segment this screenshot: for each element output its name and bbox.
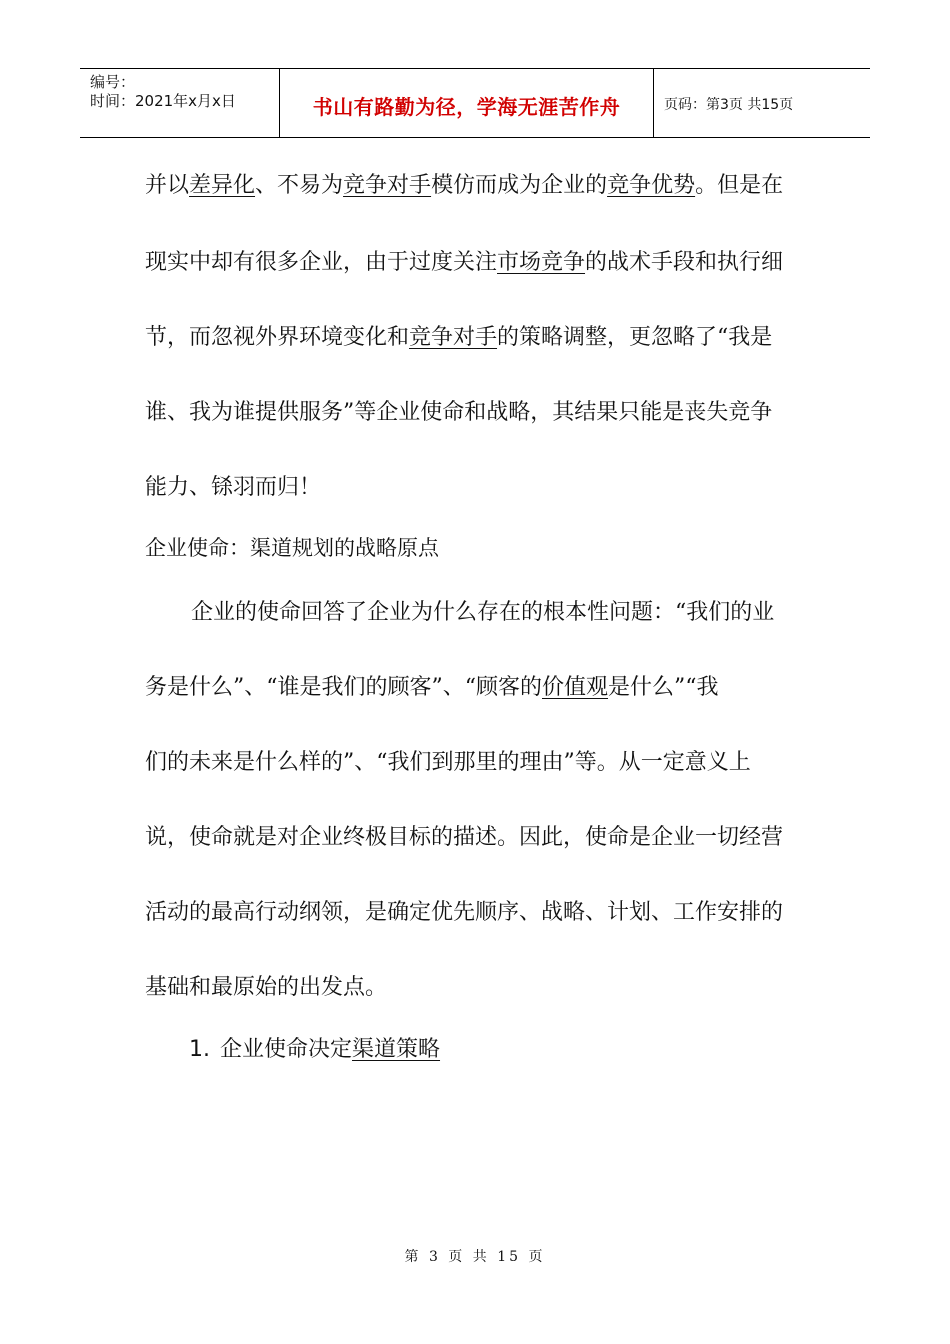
document-header (80, 68, 870, 138)
link-term[interactable]: 价值观 (542, 675, 609, 700)
text-run: 是什么”“我 (608, 675, 719, 700)
document-number-label: 编号： (90, 73, 136, 91)
paragraph-line: 基础和最原始的出发点。 (145, 975, 388, 1000)
paragraph-line: 企业的使命回答了企业为什么存在的根本性问题：“我们的业 (191, 600, 775, 625)
text-run: 节，而忽视外界环境变化和 (145, 325, 410, 350)
paragraph-line: 谁、我为谁提供服务”等企业使命和战略，其结果只能是丧失竞争 (145, 400, 773, 425)
paragraph-line: 活动的最高行动纲领，是确定优先顺序、战略、计划、工作安排的 (145, 900, 784, 925)
paragraph-line: 们的未来是什么样的”、“我们到那里的理由”等。从一定意义上 (145, 750, 751, 775)
paragraph-line: 说，使命就是对企业终极目标的描述。因此，使命是企业一切经营 (145, 825, 784, 850)
page-footer: 第 3 页 共 15 页 (404, 1249, 546, 1265)
text-run: 并以 (145, 173, 190, 198)
paragraph-line (145, 320, 772, 351)
document-time-label: 时间：2021年x月x日 (90, 92, 236, 110)
text-run: 的策略调整，更忽略了“我是 (497, 325, 773, 350)
link-term[interactable]: 渠道策略 (352, 1037, 441, 1062)
text-run: 的战术手段和执行细 (585, 250, 784, 275)
link-term[interactable]: 竞争对手 (343, 173, 432, 198)
header-meta (80, 69, 280, 137)
paragraph-line (145, 168, 783, 199)
paragraph-line: 能力、铩羽而归！ (145, 475, 322, 500)
header-motto: 书山有路勤为径，学海无涯苦作舟 (280, 69, 654, 137)
paragraph-line (145, 670, 719, 701)
text-run: 、不易为 (255, 173, 344, 198)
paragraph-line (145, 245, 783, 276)
header-page-info: 页码：第3页 共15页 (664, 97, 794, 113)
link-term[interactable]: 竞争优势 (607, 173, 696, 198)
link-term[interactable]: 市场竞争 (497, 250, 586, 275)
section-heading: 企业使命：渠道规划的战略原点 (145, 536, 439, 560)
text-run: 务是什么”、“谁是我们的顾客”、“顾客的 (145, 675, 542, 700)
text-run: 。但是在 (695, 173, 784, 198)
link-term[interactable]: 竞争对手 (409, 325, 498, 350)
link-term[interactable]: 差异化 (189, 173, 256, 198)
list-number: 1. (189, 1037, 210, 1062)
list-item (189, 1032, 440, 1063)
text-run: 模仿而成为企业的 (431, 173, 608, 198)
text-run: 现实中却有很多企业，由于过度关注 (145, 250, 498, 275)
text-run: 企业使命决定 (220, 1037, 353, 1062)
